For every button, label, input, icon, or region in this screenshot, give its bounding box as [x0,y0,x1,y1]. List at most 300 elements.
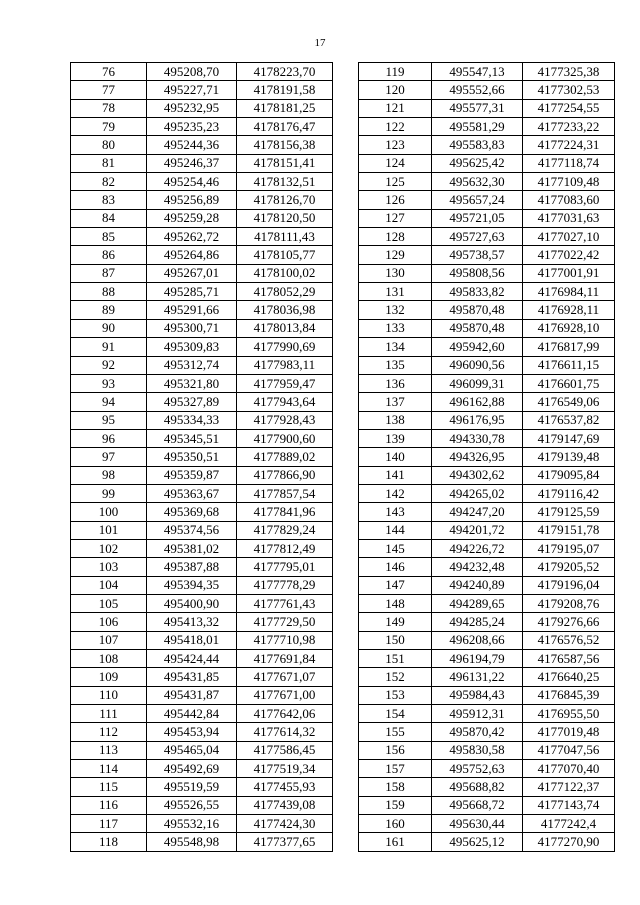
x-coordinate-cell: 495267,01 [147,264,237,282]
x-coordinate-cell: 496194,79 [432,650,523,668]
x-coordinate-cell: 495244,36 [147,136,237,154]
x-coordinate-cell: 495808,56 [432,264,523,282]
point-number-cell: 137 [359,393,432,411]
x-coordinate-cell: 495752,63 [432,760,523,778]
point-number-cell: 111 [71,705,147,723]
point-number-cell: 83 [71,191,147,209]
point-number-cell: 96 [71,429,147,447]
y-coordinate-cell: 4176587,56 [523,650,615,668]
x-coordinate-cell: 495321,80 [147,374,237,392]
x-coordinate-cell: 495870,42 [432,723,523,741]
point-number-cell: 84 [71,209,147,227]
point-number-cell: 140 [359,448,432,466]
point-number-cell: 160 [359,815,432,833]
y-coordinate-cell: 4178052,29 [237,283,333,301]
x-coordinate-cell: 495246,37 [147,154,237,172]
point-number-cell: 151 [359,650,432,668]
point-number-cell: 90 [71,319,147,337]
table-row [71,154,333,172]
y-coordinate-cell: 4177857,54 [237,484,333,502]
y-coordinate-cell: 4179125,59 [523,503,615,521]
x-coordinate-cell: 495984,43 [432,686,523,704]
y-coordinate-cell: 4177671,00 [237,686,333,704]
x-coordinate-cell: 495291,66 [147,301,237,319]
x-coordinate-cell: 495526,55 [147,796,237,814]
table-row [359,228,615,246]
x-coordinate-cell: 495345,51 [147,429,237,447]
y-coordinate-cell: 4177031,63 [523,209,615,227]
x-coordinate-cell: 495465,04 [147,741,237,759]
x-coordinate-cell: 495300,71 [147,319,237,337]
y-coordinate-cell: 4176984,11 [523,283,615,301]
point-number-cell: 113 [71,741,147,759]
point-number-cell: 95 [71,411,147,429]
x-coordinate-cell: 495418,01 [147,631,237,649]
table-row [71,99,333,117]
table-row [359,723,615,741]
x-coordinate-cell: 495381,02 [147,539,237,557]
x-coordinate-cell: 495359,87 [147,466,237,484]
point-number-cell: 161 [359,833,432,851]
table-row [71,319,333,337]
y-coordinate-cell: 4177439,08 [237,796,333,814]
y-coordinate-cell: 4178120,50 [237,209,333,227]
table-row [71,191,333,209]
x-coordinate-cell: 495334,33 [147,411,237,429]
point-number-cell: 76 [71,63,147,81]
y-coordinate-cell: 4177254,55 [523,99,615,117]
point-number-cell: 98 [71,466,147,484]
y-coordinate-cell: 4177233,22 [523,118,615,136]
y-coordinate-cell: 4176611,15 [523,356,615,374]
table-row [71,209,333,227]
x-coordinate-cell: 495369,68 [147,503,237,521]
x-coordinate-cell: 495492,69 [147,760,237,778]
y-coordinate-cell: 4178156,38 [237,136,333,154]
x-coordinate-cell: 494226,72 [432,539,523,557]
table-row [71,228,333,246]
y-coordinate-cell: 4178151,41 [237,154,333,172]
y-coordinate-cell: 4177325,38 [523,63,615,81]
point-number-cell: 152 [359,668,432,686]
y-coordinate-cell: 4176928,11 [523,301,615,319]
point-number-cell: 157 [359,760,432,778]
y-coordinate-cell: 4177671,07 [237,668,333,686]
y-coordinate-cell: 4179196,04 [523,576,615,594]
y-coordinate-cell: 4177377,65 [237,833,333,851]
table-row [359,301,615,319]
table-row [359,741,615,759]
table-row [71,576,333,594]
y-coordinate-cell: 4177829,24 [237,521,333,539]
x-coordinate-cell: 495431,87 [147,686,237,704]
point-number-cell: 143 [359,503,432,521]
y-coordinate-cell: 4176640,25 [523,668,615,686]
y-coordinate-cell: 4179205,52 [523,558,615,576]
x-coordinate-cell: 495256,89 [147,191,237,209]
y-coordinate-cell: 4176549,06 [523,393,615,411]
x-coordinate-cell: 495227,71 [147,81,237,99]
table-row [71,741,333,759]
x-coordinate-cell: 495668,72 [432,796,523,814]
coordinates-table-left-body [71,63,333,852]
x-coordinate-cell: 495581,29 [432,118,523,136]
table-row [71,63,333,81]
point-number-cell: 89 [71,301,147,319]
point-number-cell: 133 [359,319,432,337]
x-coordinate-cell: 495262,72 [147,228,237,246]
y-coordinate-cell: 4178191,58 [237,81,333,99]
table-row [359,448,615,466]
x-coordinate-cell: 495912,31 [432,705,523,723]
table-row [71,374,333,392]
y-coordinate-cell: 4177841,96 [237,503,333,521]
y-coordinate-cell: 4178013,84 [237,319,333,337]
point-number-cell: 106 [71,613,147,631]
point-number-cell: 154 [359,705,432,723]
table-row [359,246,615,264]
x-coordinate-cell: 495259,28 [147,209,237,227]
table-row [359,191,615,209]
x-coordinate-cell: 495721,05 [432,209,523,227]
point-number-cell: 116 [71,796,147,814]
x-coordinate-cell: 494201,72 [432,521,523,539]
table-row [71,558,333,576]
point-number-cell: 130 [359,264,432,282]
y-coordinate-cell: 4177242,4 [523,815,615,833]
table-row [71,833,333,851]
x-coordinate-cell: 495657,24 [432,191,523,209]
point-number-cell: 123 [359,136,432,154]
table-row [359,686,615,704]
y-coordinate-cell: 4177122,37 [523,778,615,796]
y-coordinate-cell: 4177761,43 [237,594,333,612]
table-row [359,356,615,374]
point-number-cell: 148 [359,594,432,612]
x-coordinate-cell: 495442,84 [147,705,237,723]
x-coordinate-cell: 495374,56 [147,521,237,539]
point-number-cell: 145 [359,539,432,557]
table-row [71,613,333,631]
point-number-cell: 122 [359,118,432,136]
point-number-cell: 147 [359,576,432,594]
x-coordinate-cell: 495942,60 [432,338,523,356]
x-coordinate-cell: 495453,94 [147,723,237,741]
y-coordinate-cell: 4179116,42 [523,484,615,502]
point-number-cell: 115 [71,778,147,796]
y-coordinate-cell: 4177109,48 [523,173,615,191]
point-number-cell: 86 [71,246,147,264]
x-coordinate-cell: 495424,44 [147,650,237,668]
point-number-cell: 119 [359,63,432,81]
x-coordinate-cell: 495870,48 [432,301,523,319]
y-coordinate-cell: 4177778,29 [237,576,333,594]
table-row [359,466,615,484]
y-coordinate-cell: 4177224,31 [523,136,615,154]
coordinates-table-right-body [359,63,615,852]
x-coordinate-cell: 495285,71 [147,283,237,301]
y-coordinate-cell: 4176955,50 [523,705,615,723]
table-row [71,484,333,502]
x-coordinate-cell: 494232,48 [432,558,523,576]
point-number-cell: 109 [71,668,147,686]
point-number-cell: 131 [359,283,432,301]
y-coordinate-cell: 4177070,40 [523,760,615,778]
y-coordinate-cell: 4178223,70 [237,63,333,81]
table-row [359,760,615,778]
table-row [359,283,615,301]
table-row [71,778,333,796]
point-number-cell: 156 [359,741,432,759]
x-coordinate-cell: 495254,46 [147,173,237,191]
point-number-cell: 93 [71,374,147,392]
x-coordinate-cell: 495870,48 [432,319,523,337]
point-number-cell: 139 [359,429,432,447]
y-coordinate-cell: 4179276,66 [523,613,615,631]
table-row [359,393,615,411]
x-coordinate-cell: 494247,20 [432,503,523,521]
x-coordinate-cell: 495688,82 [432,778,523,796]
coordinates-table-right [358,62,615,852]
table-row [359,668,615,686]
y-coordinate-cell: 4179095,84 [523,466,615,484]
x-coordinate-cell: 495632,30 [432,173,523,191]
table-row [359,264,615,282]
y-coordinate-cell: 4179139,48 [523,448,615,466]
point-number-cell: 103 [71,558,147,576]
y-coordinate-cell: 4179147,69 [523,429,615,447]
y-coordinate-cell: 4179195,07 [523,539,615,557]
x-coordinate-cell: 495400,90 [147,594,237,612]
y-coordinate-cell: 4177001,91 [523,264,615,282]
x-coordinate-cell: 495387,88 [147,558,237,576]
point-number-cell: 149 [359,613,432,631]
y-coordinate-cell: 4177022,42 [523,246,615,264]
y-coordinate-cell: 4177710,98 [237,631,333,649]
x-coordinate-cell: 495264,86 [147,246,237,264]
x-coordinate-cell: 495547,13 [432,63,523,81]
x-coordinate-cell: 495630,44 [432,815,523,833]
y-coordinate-cell: 4176845,39 [523,686,615,704]
point-number-cell: 108 [71,650,147,668]
y-coordinate-cell: 4177866,90 [237,466,333,484]
table-row [71,246,333,264]
point-number-cell: 125 [359,173,432,191]
point-number-cell: 155 [359,723,432,741]
point-number-cell: 124 [359,154,432,172]
y-coordinate-cell: 4177900,60 [237,429,333,447]
table-row [359,558,615,576]
table-row [359,521,615,539]
y-coordinate-cell: 4177795,01 [237,558,333,576]
point-number-cell: 88 [71,283,147,301]
y-coordinate-cell: 4176817,99 [523,338,615,356]
x-coordinate-cell: 495738,57 [432,246,523,264]
point-number-cell: 135 [359,356,432,374]
x-coordinate-cell: 495830,58 [432,741,523,759]
table-row [359,705,615,723]
x-coordinate-cell: 495235,23 [147,118,237,136]
y-coordinate-cell: 4176928,10 [523,319,615,337]
point-number-cell: 127 [359,209,432,227]
y-coordinate-cell: 4179151,78 [523,521,615,539]
point-number-cell: 142 [359,484,432,502]
x-coordinate-cell: 495625,12 [432,833,523,851]
point-number-cell: 81 [71,154,147,172]
y-coordinate-cell: 4177642,06 [237,705,333,723]
table-row [359,631,615,649]
table-row [71,118,333,136]
table-row [359,833,615,851]
point-number-cell: 110 [71,686,147,704]
x-coordinate-cell: 496099,31 [432,374,523,392]
table-row [71,668,333,686]
table-row [71,705,333,723]
x-coordinate-cell: 495394,35 [147,576,237,594]
table-row [359,173,615,191]
y-coordinate-cell: 4178036,98 [237,301,333,319]
y-coordinate-cell: 4177270,90 [523,833,615,851]
x-coordinate-cell: 496176,95 [432,411,523,429]
y-coordinate-cell: 4178126,70 [237,191,333,209]
x-coordinate-cell: 494302,62 [432,466,523,484]
y-coordinate-cell: 4178105,77 [237,246,333,264]
table-row [359,815,615,833]
y-coordinate-cell: 4177302,53 [523,81,615,99]
y-coordinate-cell: 4178132,51 [237,173,333,191]
table-row [359,319,615,337]
table-row [71,631,333,649]
point-number-cell: 82 [71,173,147,191]
point-number-cell: 85 [71,228,147,246]
x-coordinate-cell: 495431,85 [147,668,237,686]
point-number-cell: 92 [71,356,147,374]
table-row [71,539,333,557]
y-coordinate-cell: 4177943,64 [237,393,333,411]
table-row [71,173,333,191]
point-number-cell: 128 [359,228,432,246]
x-coordinate-cell: 495363,67 [147,484,237,502]
point-number-cell: 126 [359,191,432,209]
x-coordinate-cell: 494240,89 [432,576,523,594]
point-number-cell: 102 [71,539,147,557]
point-number-cell: 150 [359,631,432,649]
table-row [359,778,615,796]
x-coordinate-cell: 495625,42 [432,154,523,172]
table-row [359,136,615,154]
x-coordinate-cell: 495532,16 [147,815,237,833]
point-number-cell: 107 [71,631,147,649]
x-coordinate-cell: 496131,22 [432,668,523,686]
y-coordinate-cell: 4177027,10 [523,228,615,246]
table-row [71,521,333,539]
table-row [71,393,333,411]
point-number-cell: 141 [359,466,432,484]
y-coordinate-cell: 4177990,69 [237,338,333,356]
y-coordinate-cell: 4177424,30 [237,815,333,833]
table-row [71,594,333,612]
x-coordinate-cell: 496162,88 [432,393,523,411]
y-coordinate-cell: 4177586,45 [237,741,333,759]
table-row [71,503,333,521]
point-number-cell: 87 [71,264,147,282]
y-coordinate-cell: 4178176,47 [237,118,333,136]
x-coordinate-cell: 495548,98 [147,833,237,851]
y-coordinate-cell: 4177047,56 [523,741,615,759]
x-coordinate-cell: 495552,66 [432,81,523,99]
y-coordinate-cell: 4177983,11 [237,356,333,374]
table-row [359,99,615,117]
point-number-cell: 158 [359,778,432,796]
table-row [71,723,333,741]
table-row [359,81,615,99]
point-number-cell: 118 [71,833,147,851]
point-number-cell: 79 [71,118,147,136]
x-coordinate-cell: 495413,32 [147,613,237,631]
table-row [359,374,615,392]
table-row [71,301,333,319]
point-number-cell: 153 [359,686,432,704]
y-coordinate-cell: 4177959,47 [237,374,333,392]
x-coordinate-cell: 494285,24 [432,613,523,631]
table-row [71,760,333,778]
point-number-cell: 99 [71,484,147,502]
point-number-cell: 77 [71,81,147,99]
y-coordinate-cell: 4177729,50 [237,613,333,631]
x-coordinate-cell: 495583,83 [432,136,523,154]
table-row [71,466,333,484]
table-row [71,815,333,833]
point-number-cell: 134 [359,338,432,356]
point-number-cell: 101 [71,521,147,539]
y-coordinate-cell: 4177118,74 [523,154,615,172]
y-coordinate-cell: 4177614,32 [237,723,333,741]
y-coordinate-cell: 4177519,34 [237,760,333,778]
y-coordinate-cell: 4179208,76 [523,594,615,612]
y-coordinate-cell: 4176576,52 [523,631,615,649]
y-coordinate-cell: 4177889,02 [237,448,333,466]
table-row [71,448,333,466]
table-row [71,356,333,374]
coordinates-table-left [70,62,333,852]
point-number-cell: 91 [71,338,147,356]
x-coordinate-cell: 494326,95 [432,448,523,466]
x-coordinate-cell: 495350,51 [147,448,237,466]
point-number-cell: 112 [71,723,147,741]
x-coordinate-cell: 494265,02 [432,484,523,502]
table-row [359,154,615,172]
point-number-cell: 146 [359,558,432,576]
table-row [71,650,333,668]
table-row [71,136,333,154]
x-coordinate-cell: 494289,65 [432,594,523,612]
table-row [359,594,615,612]
y-coordinate-cell: 4176537,82 [523,411,615,429]
y-coordinate-cell: 4178181,25 [237,99,333,117]
point-number-cell: 159 [359,796,432,814]
point-number-cell: 104 [71,576,147,594]
table-row [359,411,615,429]
table-row [71,81,333,99]
table-row [359,576,615,594]
table-row [359,503,615,521]
table-row [359,63,615,81]
y-coordinate-cell: 4177143,74 [523,796,615,814]
y-coordinate-cell: 4176601,75 [523,374,615,392]
point-number-cell: 114 [71,760,147,778]
y-coordinate-cell: 4177019,48 [523,723,615,741]
point-number-cell: 120 [359,81,432,99]
